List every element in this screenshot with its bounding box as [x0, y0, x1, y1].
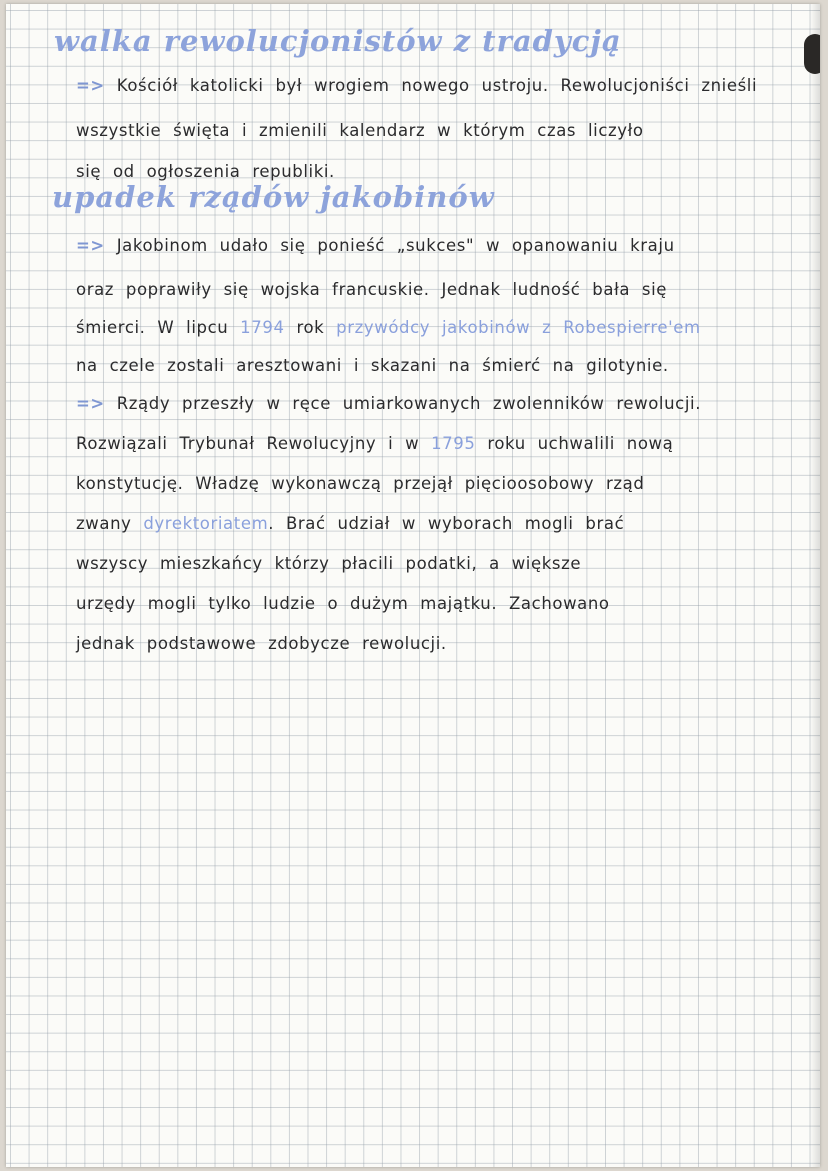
- note-line: urzędy mogli tylko ludzie o dużym majątku. Zachowano: [76, 594, 610, 613]
- note-line: jednak podstawowe zdobycze rewolucji.: [76, 634, 447, 653]
- arrow-icon: =>: [76, 394, 105, 413]
- highlight-jacobin-leaders: przywódcy jakobinów z Robespierre'em: [336, 318, 701, 337]
- year-1795: 1795: [431, 434, 476, 453]
- note-line: się od ogłoszenia republiki.: [76, 162, 335, 181]
- notebook-page: [6, 4, 820, 1167]
- note-line: => Rządy przeszły w ręce umiarkowanych zwolenników rewolucji.: [76, 394, 702, 413]
- arrow-icon: =>: [76, 76, 105, 95]
- note-line: śmierci. W lipcu 1794 rok przywódcy jakobinów z Robespierre'em: [76, 318, 701, 337]
- binder-hole: [804, 34, 820, 74]
- arrow-icon: =>: [76, 236, 105, 255]
- note-line: zwany dyrektoriatem. Brać udział w wyborach mogli brać: [76, 514, 625, 533]
- note-line: oraz poprawiły się wojska francuskie. Jednak ludność bała się: [76, 280, 668, 299]
- note-line: => Jakobinom udało się ponieść „sukces" w opanowaniu kraju: [76, 236, 675, 255]
- note-line: konstytucję. Władzę wykonawczą przejął pięcioosobowy rząd: [76, 474, 645, 493]
- year-1794: 1794: [240, 318, 285, 337]
- note-line: na czele zostali aresztowani i skazani na śmierć na gilotynie.: [76, 356, 669, 375]
- note-line: wszystkie święta i zmienili kalendarz w którym czas liczyło: [76, 121, 644, 140]
- note-line: => Kościół katolicki był wrogiem nowego ustroju. Rewolucjoniści znieśli: [76, 76, 758, 95]
- highlight-directory: dyrektoriatem: [143, 514, 269, 533]
- page-edge-shadow: [810, 4, 820, 1167]
- note-line: Rozwiązali Trybunał Rewolucyjny i w 1795 roku uchwalili nową: [76, 434, 674, 453]
- note-line: wszyscy mieszkańcy którzy płacili podatki, a większe: [76, 554, 582, 573]
- heading-fall-of-jacobins: upadek rządów jakobinów: [52, 180, 495, 214]
- heading-revolutionaries-vs-tradition: walka rewolucjonistów z tradycją: [54, 24, 622, 58]
